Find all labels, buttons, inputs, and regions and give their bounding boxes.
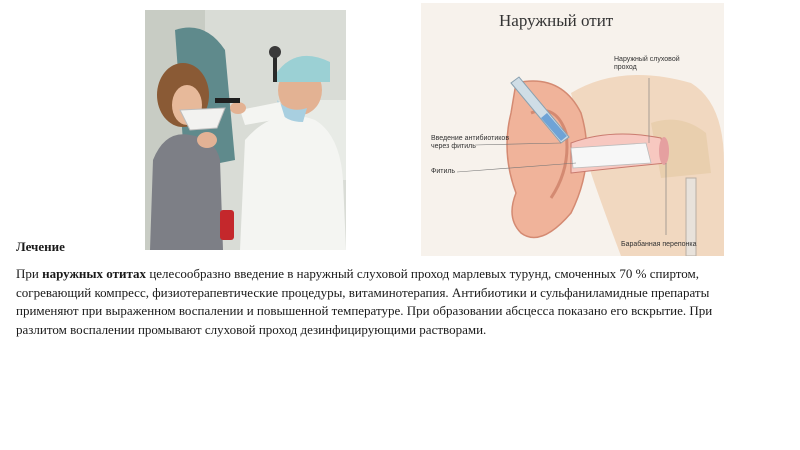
label-ear-canal: Наружный слуховой проход <box>614 56 680 71</box>
label-wick: Фитиль <box>431 168 456 175</box>
section-heading: Лечение <box>16 239 65 254</box>
label-eardrum: Барабанная перепонка <box>621 241 697 248</box>
diagram-title: Наружный отит <box>499 11 614 30</box>
otitis-diagram <box>421 3 724 256</box>
text-bold-term: наружных отитах <box>42 266 147 281</box>
ear-examination-photo <box>145 10 346 250</box>
text-start: При <box>16 266 43 281</box>
label-antibiotics: Введение антибиотиков через фитиль <box>431 135 510 150</box>
text-rest: целесообразно введение в наружный слуховой проход марлевых турунд, смоченных 70 % спиртом, согревающий компресс, физиотерапевтические процедуры, витаминотерапия. Антибиотики и сульфаниламидные препараты применяют при выраженном воспалении и повышенной температуре. При образовании абсцесса показано его вскрытие. При разлитом воспалении промывают слуховой проход дезинфицирующими растворами. <box>16 266 713 337</box>
treatment-paragraph <box>16 265 716 339</box>
